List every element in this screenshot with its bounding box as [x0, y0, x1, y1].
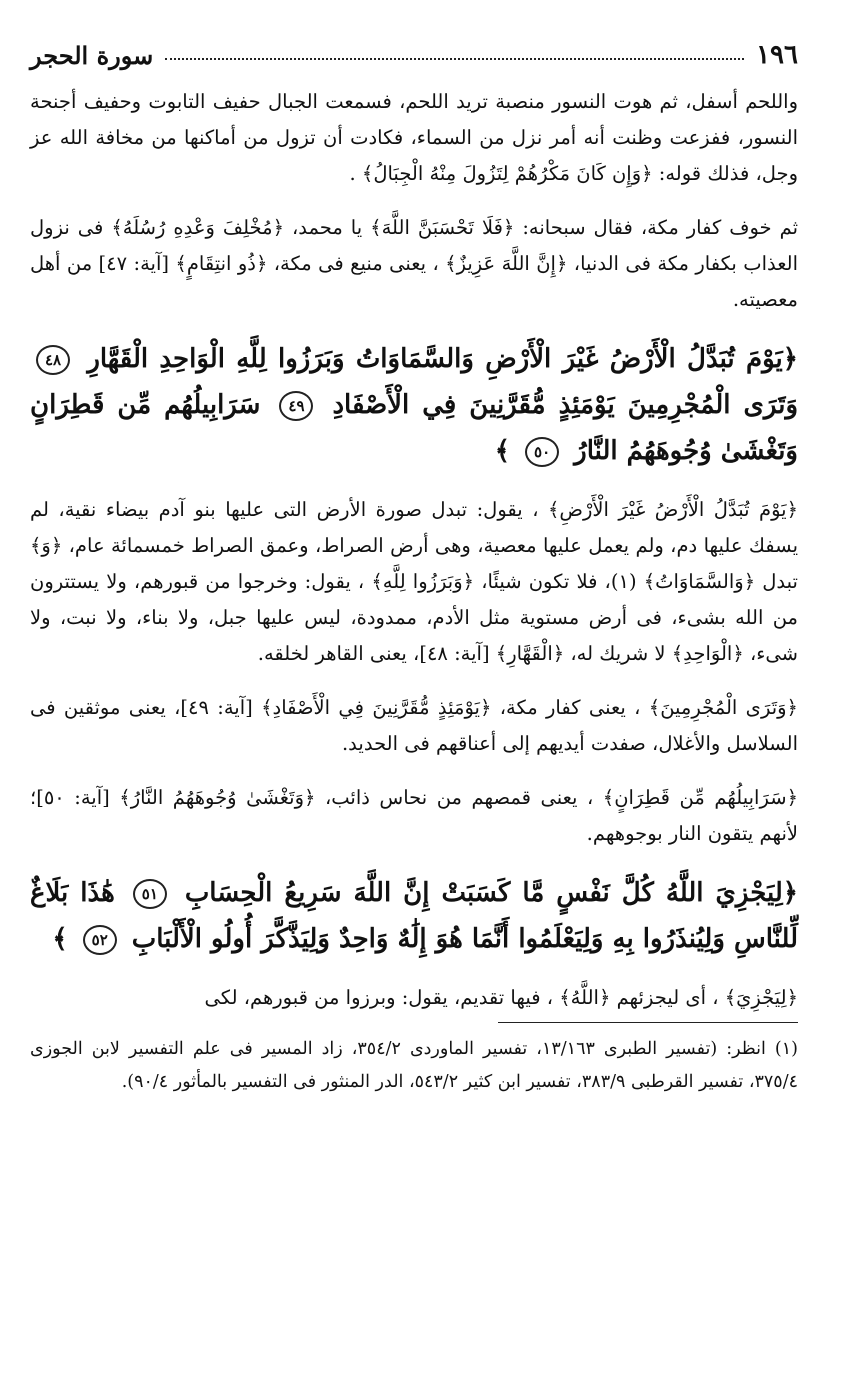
paragraph-3: ﴿يَوْمَ تُبَدَّلُ الْأَرْضُ غَيْرَ الْأَرْضِ﴾ ، يقول: تبدل صورة الأرض التى عليها بنو آدم بيضاء نقية، لم يسفك عليها دم، ولم يعمل عليها معصية، وهى أرض الصراط، وعمق الصراط خمسمائة عام، ﴿وَ﴾ تبدل ﴿وَالسَّمَاوَاتُ﴾ (١)، فلا تكون شيئًا، ﴿وَبَرَزُوا لِلَّهِ﴾ ، يقول: وخرجوا من قبورهم، ولا يستترون من الله بشىء، فى أرض مستوية مثل الأدم، ممدودة، ليس عليها جبل، ولا بناء، ولا نبت، ولا شىء، ﴿الْوَاحِدِ﴾ لا شريك له، ﴿الْقَهَّارِ﴾ [آية: ٤٨]، يعنى القاهر لخلقه. — [30, 498, 798, 665]
page-header — [30, 30, 798, 70]
verse-50-text: سَرَابِيلُهُم مِّن قَطِرَانٍ وَتَغْشَىٰ وُجُوهَهُمُ النَّارُ — [30, 390, 798, 466]
verse-49-text: وَتَرَى الْمُجْرِمِينَ يَوْمَئِذٍ مُّقَرَّنِينَ فِي الْأَصْفَادِ — [332, 390, 799, 420]
quran-verses-51-52 — [30, 870, 798, 962]
paragraph-5: ﴿سَرَابِيلُهُم مِّن قَطِرَانٍ﴾ ، يعنى قمصهم من نحاس ذائب، ﴿وَتَغْشَىٰ وُجُوهَهُمُ النَّارُ﴾ [آية: ٥٠]؛ لأنهم يتقون النار بوجوههم. — [30, 786, 798, 845]
surah-title: سورة الحجر — [30, 41, 154, 70]
book-page — [30, 30, 798, 1099]
page-number: ١٩٦ — [756, 40, 798, 70]
paragraph-6: ﴿لِيَجْزِيَ﴾ ، أى ليجزئهم ﴿اللَّهُ﴾ ، فيها تقديم، يقول: وبرزوا من قبورهم، لكى — [204, 986, 798, 1009]
footnote — [30, 1033, 798, 1099]
verse-48-text: ﴿يَوْمَ تُبَدَّلُ الْأَرْضُ غَيْرَ الْأَرْضِ وَالسَّمَاوَاتُ وَبَرَزُوا لِلَّهِ الْوَاحِدِ الْقَهَّارِ — [87, 344, 798, 374]
footnote-1: (١) انظر: (تفسير الطبرى ١٣/١٦٣، تفسير الماوردى ٣٥٤/٢، زاد المسير فى علم التفسير لابن الجوزى ٣٧٥/٤، تفسير القرطبى ٣٨٣/٩، تفسير ابن كثير ٥٤٣/٢، الدر المنثور فى التفسير بالمأثور ٩٠/٤). — [30, 1039, 798, 1092]
ayah-number-49: ٤٩ — [279, 391, 313, 421]
paragraph-2: ثم خوف كفار مكة، فقال سبحانه: ﴿فَلَا تَحْسَبَنَّ اللَّهَ﴾ يا محمد، ﴿مُخْلِفَ وَعْدِهِ رُسُلَهُ﴾ فى نزول العذاب بكفار مكة فى الدنيا، ﴿إِنَّ اللَّهَ عَزِيزٌ﴾ ، يعنى منيع فى مكة، ﴿ذُو انتِقَامٍ﴾ [آية: ٤٧] من أهل معصيته. — [30, 216, 798, 311]
verse-51-text: ﴿لِيَجْزِيَ اللَّهُ كُلَّ نَفْسٍ مَّا كَسَبَتْ إِنَّ اللَّهَ سَرِيعُ الْحِسَابِ — [184, 878, 798, 908]
ayah-number-48: ٤٨ — [36, 345, 70, 375]
paragraph-4: ﴿وَتَرَى الْمُجْرِمِينَ﴾ ، يعنى كفار مكة، ﴿يَوْمَئِذٍ مُّقَرَّنِينَ فِي الْأَصْفَادِ﴾ [آية: ٤٩]، يعنى موثقين فى السلاسل والأغلال، صفدت أيديهم إلى أعناقهم فى الحديد. — [30, 696, 798, 755]
ayah-number-50: ٥٠ — [525, 437, 559, 467]
quran-verses-48-50 — [30, 336, 798, 474]
ayah-number-51: ٥١ — [133, 879, 167, 909]
header-dotted-leader — [165, 58, 744, 60]
verse-close-bracket: ﴾ — [52, 924, 68, 954]
ayah-number-52: ٥٢ — [83, 925, 117, 955]
verse-52-text: هَٰذَا بَلَاغٌ لِّلنَّاسِ وَلِيُنذَرُوا بِهِ وَلِيَعْلَمُوا أَنَّمَا هُوَ إِلَٰهٌ وَاحِدٌ وَلِيَذَّكَّرَ أُولُو الْأَلْبَابِ — [30, 878, 798, 954]
verse-close-bracket: ﴾ — [494, 436, 511, 466]
paragraph-1: واللحم أسفل، ثم هوت النسور منصبة تريد اللحم، فسمعت الجبال حفيف التابوت وحفيف أجنحة النسور، ففزعت وظنت أنه أمر نزل من السماء، فكادت أن تزول من أماكنها من مخافة الله عز وجل، فذلك قوله: ﴿وَإِن كَانَ مَكْرُهُمْ لِتَزُولَ مِنْهُ الْجِبَالُ﴾ . — [30, 90, 798, 185]
footnote-separator — [498, 1022, 798, 1023]
